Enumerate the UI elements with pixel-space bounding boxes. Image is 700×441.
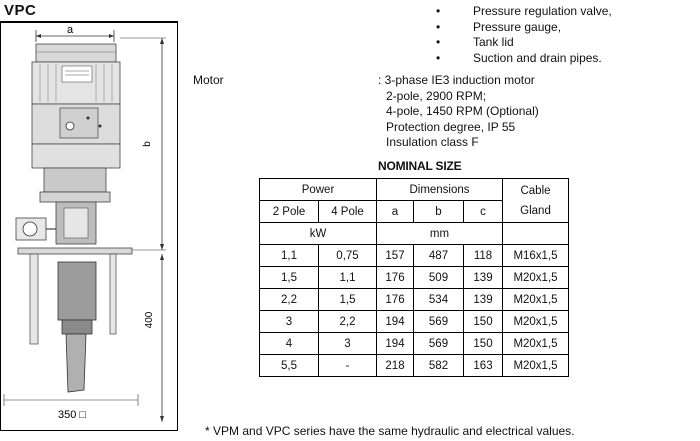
cell-a: 218 — [377, 355, 414, 377]
cell-a: 176 — [377, 289, 414, 311]
header-cable-gland — [503, 179, 569, 223]
motor-spec-line: 4-pole, 1450 RPM (Optional) — [386, 104, 539, 118]
table-row — [260, 245, 569, 267]
cell-b: 509 — [414, 267, 464, 289]
cell-a: 157 — [377, 245, 414, 267]
dim-a — [36, 30, 114, 42]
motor-spec-line: Insulation class F — [386, 135, 479, 149]
unit-gland-empty — [503, 223, 569, 245]
table-row — [260, 355, 569, 377]
header-a: a — [377, 201, 414, 223]
cell-b: 534 — [414, 289, 464, 311]
drawing-frame-bottom — [0, 430, 178, 431]
header-cable: Cable — [520, 184, 551, 197]
cell-a: 176 — [377, 267, 414, 289]
cell-4-pole: 0,75 — [319, 245, 377, 267]
table-row — [260, 289, 569, 311]
cell-b: 582 — [414, 355, 464, 377]
cell-gland: M20x1,5 — [503, 333, 569, 355]
header-dimensions: Dimensions — [377, 179, 503, 201]
dim-350-label: 350 □ — [57, 409, 87, 421]
dim-400 — [130, 250, 166, 422]
dim-400-label: 400 — [144, 311, 155, 329]
table-row — [260, 311, 569, 333]
cell-4-pole: 3 — [319, 333, 377, 355]
footnote: * VPM and VPC series have the same hydraulic and electrical values. — [205, 424, 575, 438]
dim-b-label: b — [142, 141, 153, 147]
header-gland: Gland — [520, 204, 551, 217]
cell-c: 163 — [464, 355, 503, 377]
list-item: • Pressure gauge, — [432, 20, 612, 36]
motor-spec-line: 2-pole, 2900 RPM; — [386, 88, 487, 103]
motor-spec-line: Protection degree, IP 55 — [386, 119, 516, 134]
cell-2-pole: 5,5 — [260, 355, 319, 377]
cell-c: 118 — [464, 245, 503, 267]
list-item: • Suction and drain pipes. — [432, 51, 612, 67]
header-b: b — [414, 201, 464, 223]
table-row — [260, 267, 569, 289]
cell-a: 194 — [377, 311, 414, 333]
cell-b: 569 — [414, 333, 464, 355]
cell-2-pole: 3 — [260, 311, 319, 333]
dim-350 — [4, 394, 138, 406]
cell-2-pole: 1,5 — [260, 267, 319, 289]
unit-kw: kW — [260, 223, 377, 245]
cell-c: 139 — [464, 267, 503, 289]
motor-label: Motor — [193, 73, 224, 87]
header-4-pole: 4 Pole — [319, 201, 377, 223]
cell-4-pole: 2,2 — [319, 311, 377, 333]
cell-4-pole: - — [319, 355, 377, 377]
nominal-size-table — [259, 178, 569, 377]
cell-gland: M20x1,5 — [503, 311, 569, 333]
list-item: • Pressure regulation valve, — [432, 4, 612, 20]
table-header-row — [260, 179, 569, 201]
cell-2-pole: 4 — [260, 333, 319, 355]
header-c: c — [464, 201, 503, 223]
cell-4-pole: 1,5 — [319, 289, 377, 311]
motor-spec — [378, 73, 539, 151]
pump-drawing — [0, 22, 178, 430]
cell-a: 194 — [377, 333, 414, 355]
cell-c: 150 — [464, 333, 503, 355]
nominal-size-title: NOMINAL SIZE — [378, 159, 462, 173]
cell-2-pole: 2,2 — [260, 289, 319, 311]
cell-4-pole: 1,1 — [319, 267, 377, 289]
header-2-pole: 2 Pole — [260, 201, 319, 223]
dim-a-label: a — [66, 24, 74, 36]
cell-gland: M20x1,5 — [503, 355, 569, 377]
table-row — [260, 333, 569, 355]
cell-c: 150 — [464, 311, 503, 333]
cell-gland: M16x1,5 — [503, 245, 569, 267]
cell-gland: M20x1,5 — [503, 267, 569, 289]
header-power: Power — [260, 179, 377, 201]
cell-2-pole: 1,1 — [260, 245, 319, 267]
motor-spec-line: : 3-phase IE3 induction motor — [378, 73, 535, 87]
cell-b: 569 — [414, 311, 464, 333]
cell-gland: M20x1,5 — [503, 289, 569, 311]
table-unit-row — [260, 223, 569, 245]
accessory-list — [432, 4, 612, 66]
unit-mm: mm — [377, 223, 503, 245]
list-item: • Tank lid — [432, 35, 612, 51]
section-title: VPC — [4, 2, 37, 19]
cell-c: 139 — [464, 289, 503, 311]
cell-b: 487 — [414, 245, 464, 267]
